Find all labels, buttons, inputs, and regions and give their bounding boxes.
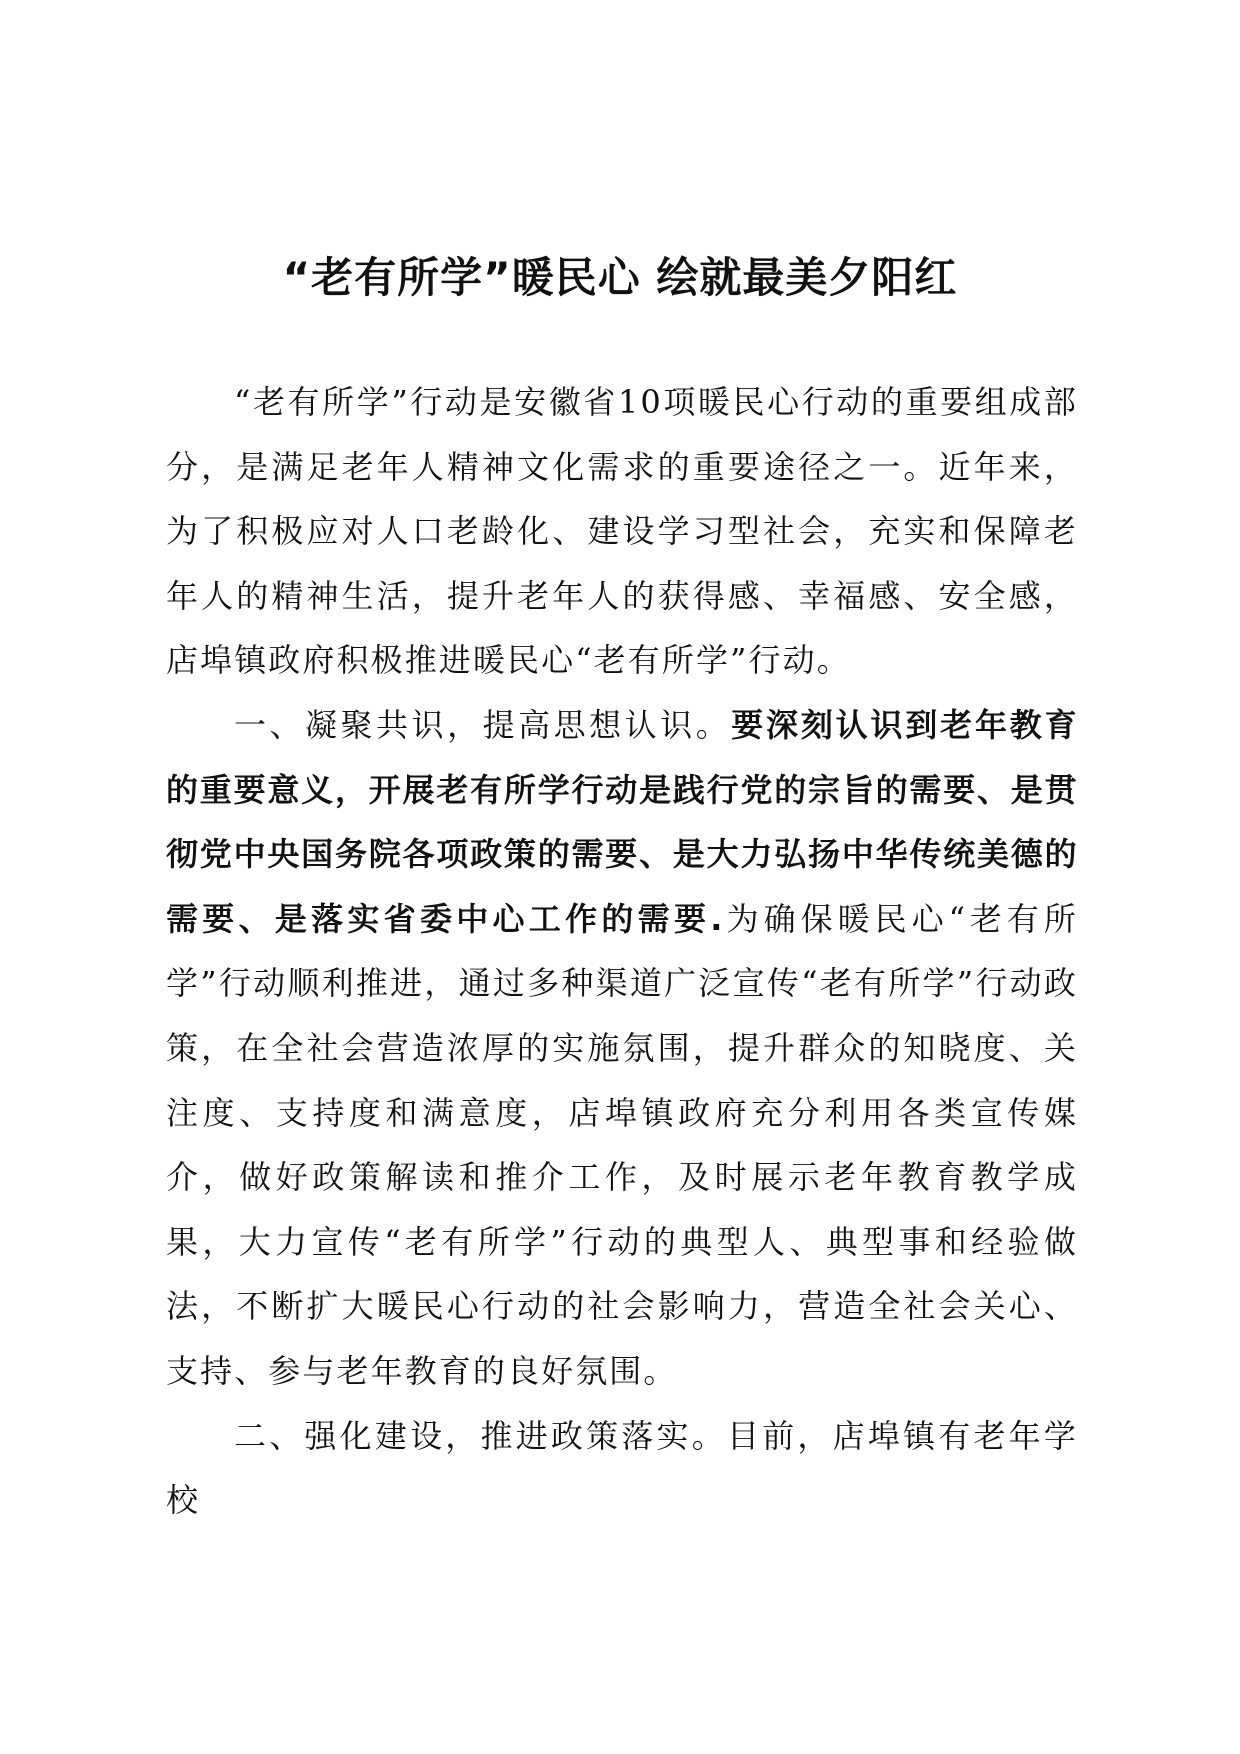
paragraph-intro: “老有所学”行动是安徽省10项暖民心行动的重要组成部分，是满足老年人精神文化需求的重要途径之一。近年来，为了积极应对人口老龄化、建设学习型社会，充实和保障老年人的精神生活，提升老年人的获得感、幸福感、安全感，店埠镇政府积极推进暖民心“老有所学”行动。: [166, 383, 1078, 680]
section-one-heading: 一、凝聚共识，提高思想认识。: [234, 705, 732, 744]
section-one-emphasis: 要深刻认识到老年教育的重要意义，开展老有所学行动是践行党的宗旨的需要、是贯彻党中央国务院各项政策的需要、是大力弘扬中华传统美德的需要、是落实省委中心工作的需要.: [166, 705, 1078, 938]
section-one-text: 为确保暖民心“老有所学”行动顺利推进，通过多种渠道广泛宣传“老有所学”行动政策，在全社会营造浓厚的实施氛围，提升群众的知晓度、关注度、支持度和满意度，店埠镇政府充分利用各类宣传媒介，做好政策解读和推介工作，及时展示老年教育教学成果，大力宣传“老有所学”行动的典型人、典型事和经验做法，不断扩大暖民心行动的社会影响力，营造全社会关心、支持、参与老年教育的良好氛围。: [166, 899, 1078, 1390]
paragraph-section-two: 二、强化建设，推进政策落实。目前，店埠镇有老年学校: [166, 1416, 1078, 1520]
document-body: [166, 370, 1078, 1533]
paragraph-section-one: [166, 693, 1078, 1404]
document-title: “老有所学”暖民心 绘就最美夕阳红: [282, 253, 958, 302]
